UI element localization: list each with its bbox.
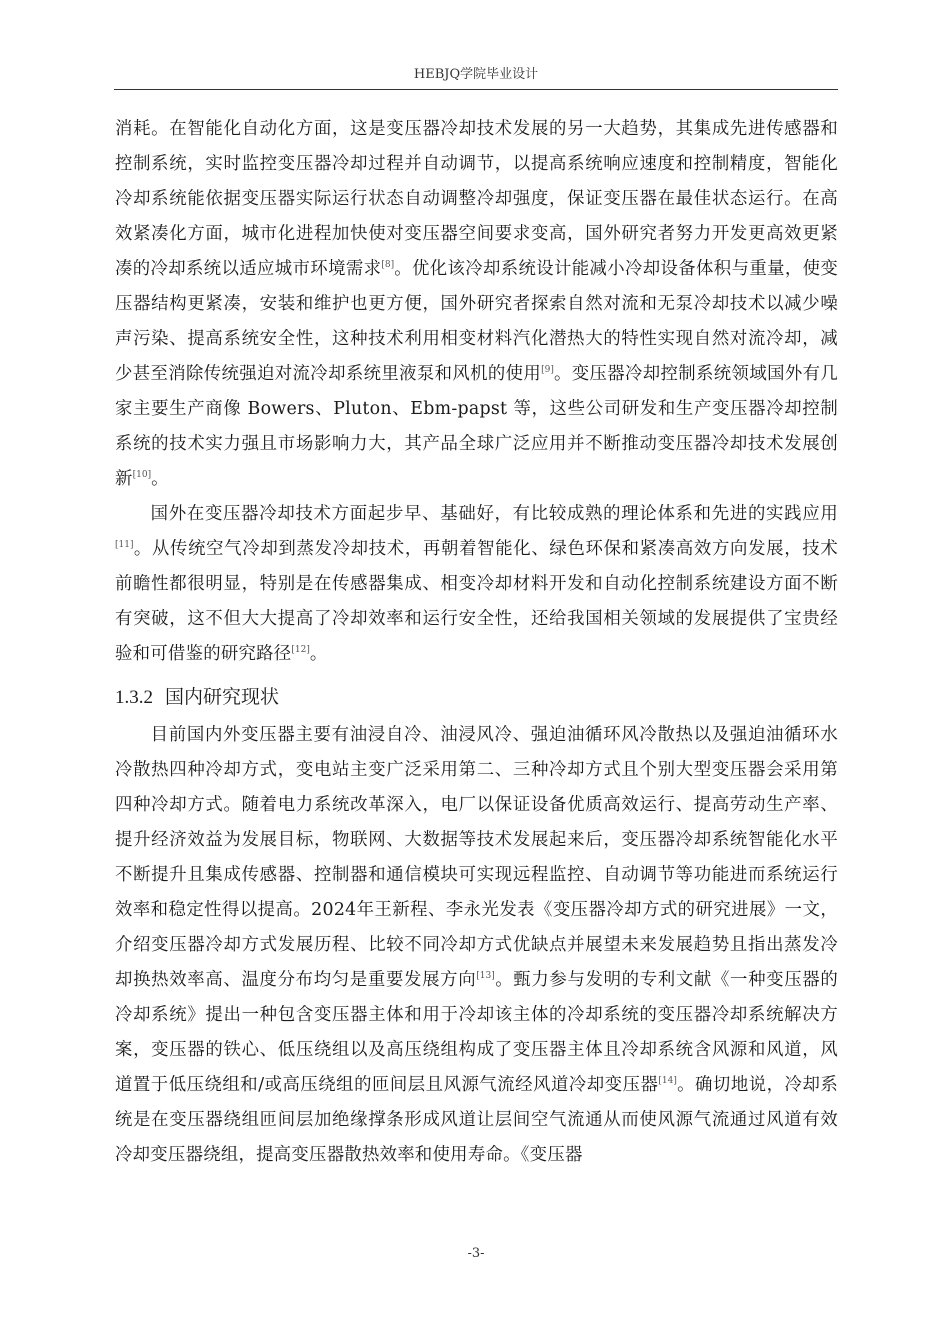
- paragraph-text: 。: [151, 469, 169, 489]
- section-heading: [115, 676, 838, 718]
- citation-9: [9]: [541, 365, 554, 375]
- section-number: 1.3.2: [115, 687, 153, 708]
- paragraph-overseas-trends: [115, 112, 838, 497]
- citation-11: [11]: [115, 540, 134, 550]
- paragraph-domestic-status: [115, 718, 838, 1173]
- citation-8: [8]: [381, 260, 395, 270]
- paragraph-text: 目前国内外变压器主要有油浸自冷、油浸风冷、强迫油循环风冷散热以及强迫油循环水冷散热四种冷却方式，变电站主变广泛采用第二、三种冷却方式且个别大型变压器会采用第四种冷却方式。随着电力系统改革深入，电厂以保证设备优质高效运行、提高劳动生产率、提升经济效益为发展目标，物联网、大数据等技术发展起来后，变压器冷却系统智能化水平不断提升且集成传感器、控制器和通信模块可实现远程监控、自动调节等功能进而系统运行效率和稳定性得以提高。2024年王新程、李永光发表《变压器冷却方式的研究进展》一文，介绍变压器冷却方式发展历程、比较不同冷却方式优缺点并展望未来发展趋势且指出蒸发冷却换热效率高、温度分布均匀是重要发展方向: [115, 725, 838, 990]
- paragraph-text: 。确切地说，冷却系统是在变压器绕组匝间层加绝缘撑条形成风道让层间空气流通从而使风源气流通过风道有效冷却变压器绕组，提高变压器散热效率和使用寿命。《变压器: [115, 1075, 838, 1165]
- citation-14: [14]: [658, 1076, 677, 1086]
- section-title: 国内研究现状: [165, 686, 280, 708]
- paragraph-text: 。: [309, 644, 328, 664]
- header-divider: [114, 89, 838, 90]
- paragraph-text: 。从传统空气冷却到蒸发冷却技术，再朝着智能化、绿色环保和紧凑高效方向发展，技术前瞻性都很明显，特别是在传感器集成、相变冷却材料开发和自动化控制系统建设方面不断有突破，这不但大大提高了冷却效率和运行安全性，还给我国相关领域的发展提供了宝贵经验和可借鉴的研究路径: [115, 539, 838, 664]
- paragraph-text: 。优化该冷却系统设计能减小冷却设备体积与重量，使变压器结构更紧凑，安装和维护也更方便，国外研究者探索自然对流和无泵冷却技术以减少噪声污染、提高系统安全性，这种技术利用相变材料汽化潜热大的特性实现自然对流冷却，减少甚至消除传统强迫对流冷却系统里液泵和风机的使用: [115, 259, 838, 384]
- page-number: -3-: [467, 1246, 485, 1261]
- citation-13: [13]: [476, 971, 495, 981]
- paragraph-text: 。变压器冷却控制系统领域国外有几家主要生产商像 Bowers、Pluton、Ebm-papst 等，这些公司研发和生产变压器冷却控制系统的技术实力强且市场影响力大，其产品全球广泛应用并不断推动变压器冷却技术发展创新: [115, 364, 838, 489]
- body-text: [115, 112, 838, 1173]
- running-header: HEBJQ学院毕业设计: [413, 67, 539, 82]
- paragraph-text: 国外在变压器冷却技术方面起步早、基础好，有比较成熟的理论体系和先进的实践应用: [150, 504, 838, 524]
- citation-12: [12]: [291, 645, 310, 655]
- paragraph-text: 消耗。在智能化自动化方面，这是变压器冷却技术发展的另一大趋势，其集成先进传感器和控制系统，实时监控变压器冷却过程并自动调节，以提高系统响应速度和控制精度，智能化冷却系统能依据变压器实际运行状态自动调整冷却强度，保证变压器在最佳状态运行。在高效紧凑化方面，城市化进程加快使对变压器空间要求变高，国外研究者努力开发更高效更紧凑的冷却系统以适应城市环境需求: [115, 119, 838, 279]
- paragraph-text: 。甄力参与发明的专利文献《一种变压器的冷却系统》提出一种包含变压器主体和用于冷却该主体的冷却系统的变压器冷却系统解决方案，变压器的铁心、低压绕组以及高压绕组构成了变压器主体且冷却系统含风源和风道，风道置于低压绕组和/或高压绕组的匝间层且风源气流经风道冷却变压器: [115, 970, 838, 1095]
- citation-10: [10]: [132, 470, 152, 480]
- paragraph-overseas-summary: [115, 497, 838, 672]
